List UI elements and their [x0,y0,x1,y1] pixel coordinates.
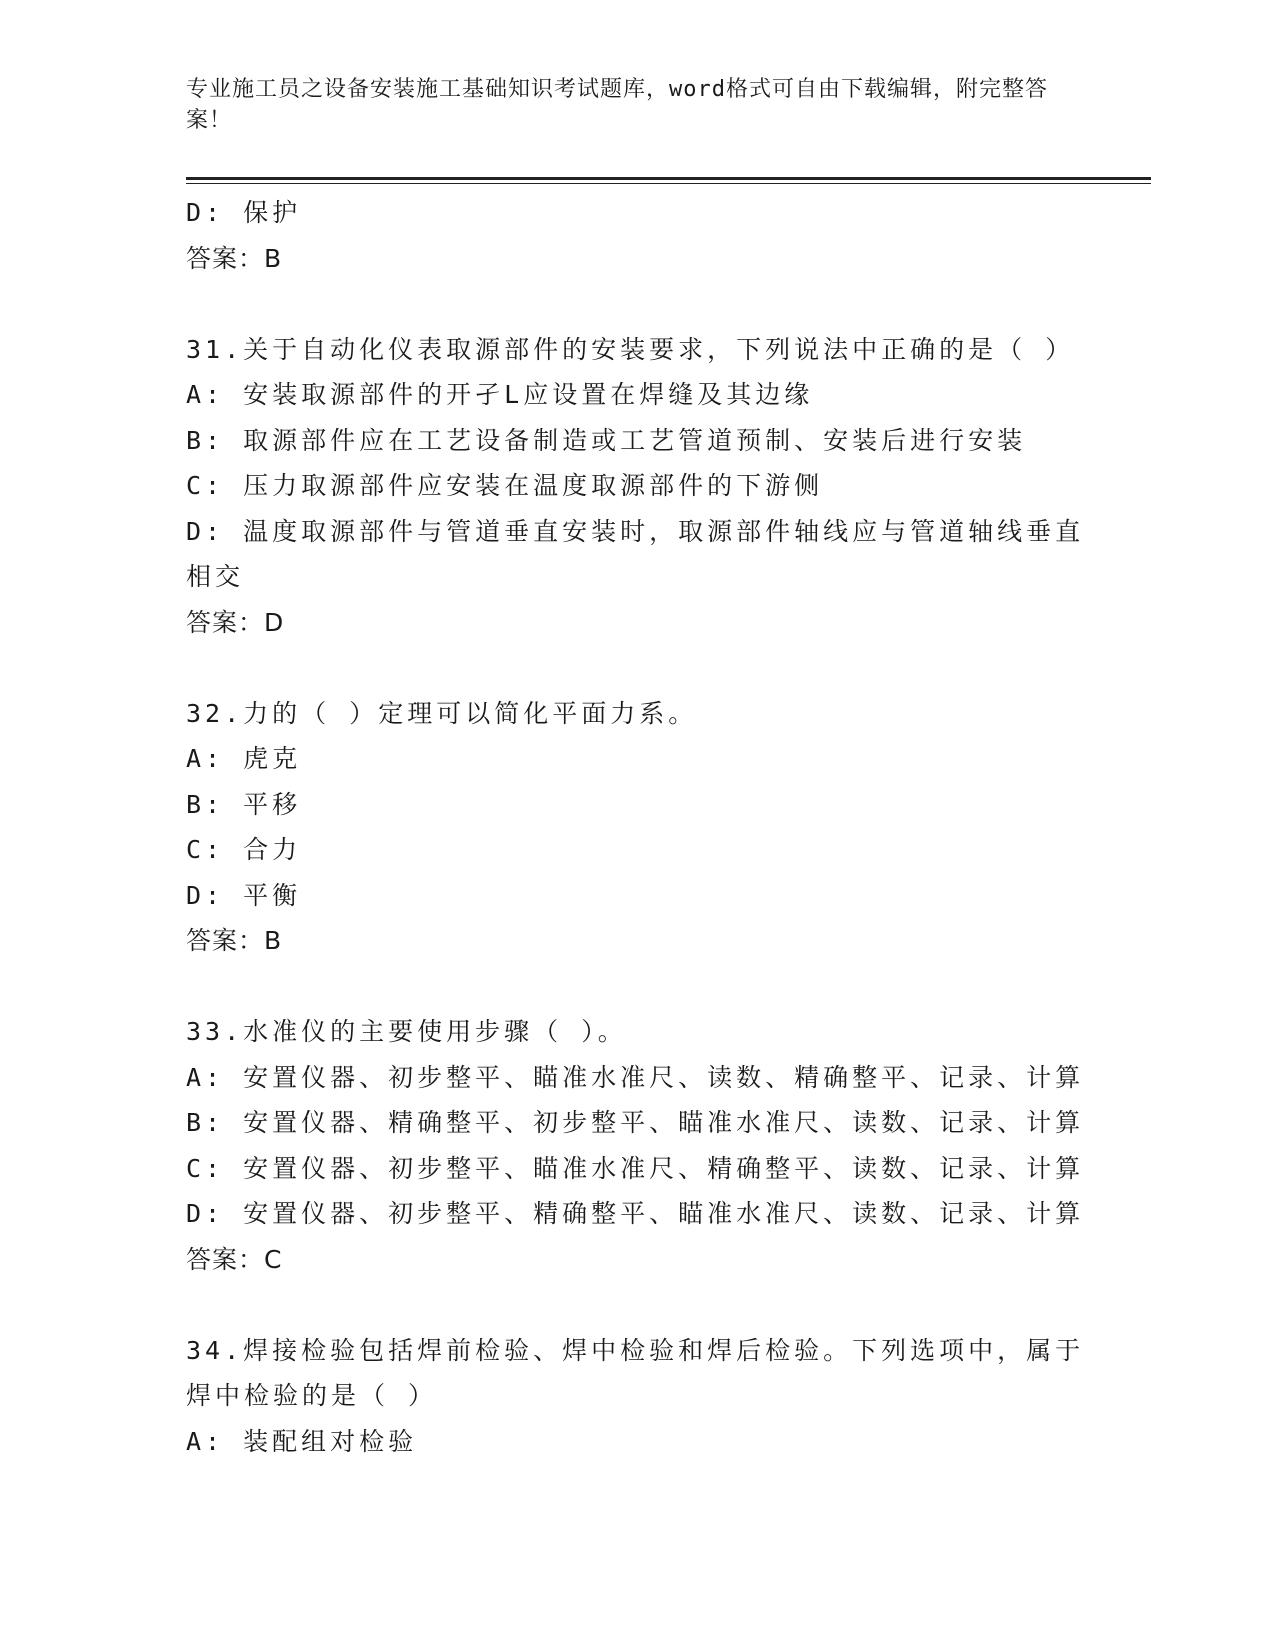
answer-line: 答案：B [186,243,283,273]
option-text: 平移 [243,789,302,819]
option-line [186,1100,1086,1146]
question-stem: 31.关于自动化仪表取源部件的安装要求，下列说法中正确的是（ ） [186,334,1075,364]
option-text: 安置仪器、初步整平、瞄准水准尺、读数、精确整平、记录、计算 [243,1062,1085,1092]
option-label: D: [186,880,225,910]
option-label: B: [186,789,225,819]
option-text: 安装取源部件的开孑L应设置在焊缝及其边缘 [243,380,814,409]
option-label: C: [186,1153,225,1183]
option-label: C: [186,471,225,500]
question-content [186,190,1086,1464]
question-stem: 33.水准仪的主要使用步骤（ ）。 [186,1017,627,1046]
option-text: 平衡 [243,880,302,910]
option-label: A: [186,1062,225,1092]
spacer [186,1282,1086,1328]
option-label: A: [186,380,225,409]
page-header: 专业施工员之设备安装施工基础知识考试题库，word格式可自由下载编辑，附完整答案！ [186,77,1048,133]
option-text: 装配组对检验 [243,1426,418,1456]
option-label: A: [186,1426,225,1456]
option-line [186,372,1086,418]
spacer [186,645,1086,691]
option-text: 安置仪器、初步整平、瞄准水准尺、精确整平、读数、记录、计算 [243,1153,1085,1183]
option-line [186,418,1086,464]
spacer [186,281,1086,327]
option-label: D: [186,516,225,546]
spacer [186,964,1086,1010]
option-line [186,1055,1086,1101]
option-label: B: [186,1108,225,1137]
option-line [186,190,1086,236]
option-line [186,873,1086,919]
header-rule-thin [186,183,1151,184]
option-text: 虎克 [243,744,302,773]
option-line [186,1146,1086,1192]
option-label: D: [186,1199,225,1228]
option-line [186,736,1086,782]
option-text: 取源部件应在工艺设备制造或工艺管道预制、安装后进行安装 [243,425,1027,455]
option-text: 温度取源部件与管道垂直安装时，取源部件轴线应与管道轴线垂直相交 [186,516,1085,591]
answer-line: 答案：C [186,1244,283,1274]
option-line [186,509,1086,600]
answer-line: 答案：D [186,607,285,637]
option-line [186,782,1086,828]
header-rule-thick [186,177,1151,180]
option-line [186,463,1086,509]
option-text: 合力 [243,835,302,864]
option-line [186,827,1086,873]
question-stem: 34.焊接检验包括焊前检验、焊中检验和焊后检验。下列选项中，属于焊中检验的是（ ） [186,1335,1085,1410]
option-text: 保护 [243,198,302,227]
option-label: A: [186,744,225,773]
option-text: 压力取源部件应安装在温度取源部件的下游侧 [243,471,824,500]
option-label: D: [186,198,225,227]
answer-line: 答案：B [186,926,283,955]
option-label: C: [186,835,225,864]
option-line [186,1419,1086,1465]
option-label: B: [186,425,225,455]
option-text: 安置仪器、初步整平、精确整平、瞄准水准尺、读数、记录、计算 [243,1199,1085,1228]
question-stem: 32.力的（ ）定理可以简化平面力系。 [186,698,698,728]
option-line [186,1191,1086,1237]
option-text: 安置仪器、精确整平、初步整平、瞄准水准尺、读数、记录、计算 [243,1108,1085,1137]
